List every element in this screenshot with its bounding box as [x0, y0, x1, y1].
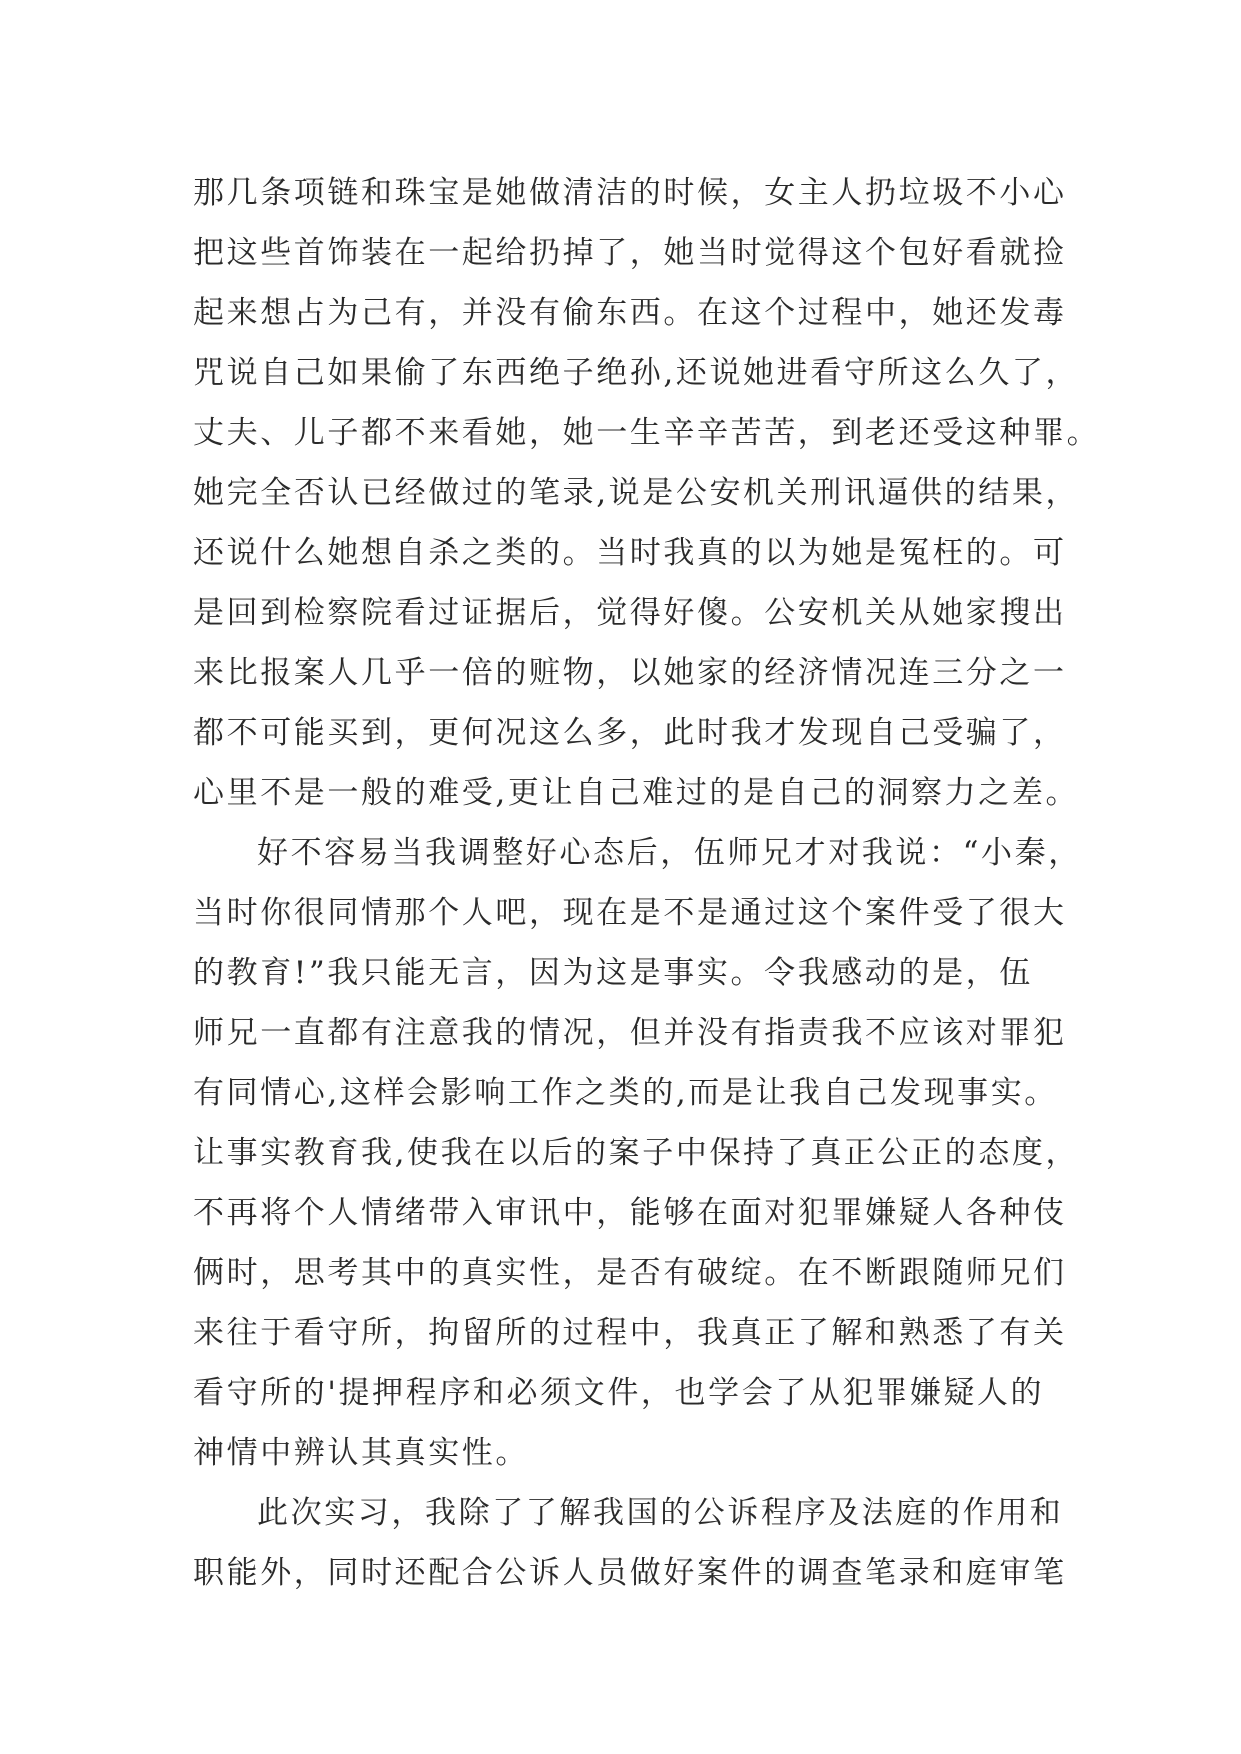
text-line: 把这些首饰装在一起给扔掉了，她当时觉得这个包好看就捡	[193, 235, 1067, 271]
text-line: 咒说自己如果偷了东西绝子绝孙,还说她进看守所这么久了，	[193, 355, 1080, 391]
text-line: 看守所的'提押程序和必须文件，也学会了从犯罪嫌疑人的	[193, 1375, 1045, 1411]
text-line: 心里不是一般的难受,更让自己难过的是自己的洞察力之差。	[193, 775, 1080, 811]
text-line: 当时你很同情那个人吧，现在是不是通过这个案件受了很大	[193, 895, 1067, 931]
text-line: 起来想占为己有，并没有偷东西。在这个过程中，她还发毒	[193, 295, 1067, 331]
text-line: 职能外，同时还配合公诉人员做好案件的调查笔录和庭审笔	[193, 1555, 1067, 1591]
text-line: 有同情心,这样会影响工作之类的,而是让我自己发现事实。	[193, 1075, 1058, 1111]
text-line: 那几条项链和珠宝是她做清洁的时候，女主人扔垃圾不小心	[193, 175, 1067, 211]
text-line: 她完全否认已经做过的笔录,说是公安机关刑讯逼供的结果，	[193, 475, 1080, 511]
text-line: 来比报案人几乎一倍的赃物，以她家的经济情况连三分之一	[193, 655, 1067, 691]
text-line: 还说什么她想自杀之类的。当时我真的以为她是冤枉的。可	[193, 535, 1067, 571]
body-text	[193, 163, 1101, 1603]
text-line: 师兄一直都有注意我的情况，但并没有指责我不应该对罪犯	[193, 1015, 1067, 1051]
paragraph-start-line: 好不容易当我调整好心态后，伍师兄才对我说：“小秦，	[257, 835, 1082, 871]
text-line: 不再将个人情绪带入审讯中，能够在面对犯罪嫌疑人各种伎	[193, 1195, 1067, 1231]
text-line: 让事实教育我,使我在以后的案子中保持了真正公正的态度，	[193, 1135, 1080, 1171]
paragraph-start-line: 此次实习，我除了了解我国的公诉程序及法庭的作用和	[257, 1495, 1064, 1531]
text-line: 的教育!”我只能无言，因为这是事实。令我感动的是，伍	[193, 955, 1033, 991]
text-line: 来往于看守所，拘留所的过程中，我真正了解和熟悉了有关	[193, 1315, 1067, 1351]
text-line: 神情中辨认其真实性。	[193, 1435, 529, 1471]
text-line: 是回到检察院看过证据后，觉得好傻。公安机关从她家搜出	[193, 595, 1067, 631]
text-line: 俩时，思考其中的真实性，是否有破绽。在不断跟随师兄们	[193, 1255, 1067, 1291]
text-line: 丈夫、儿子都不来看她，她一生辛辛苦苦，到老还受这种罪。	[193, 415, 1101, 451]
text-line: 都不可能买到，更何况这么多，此时我才发现自己受骗了，	[193, 715, 1067, 751]
